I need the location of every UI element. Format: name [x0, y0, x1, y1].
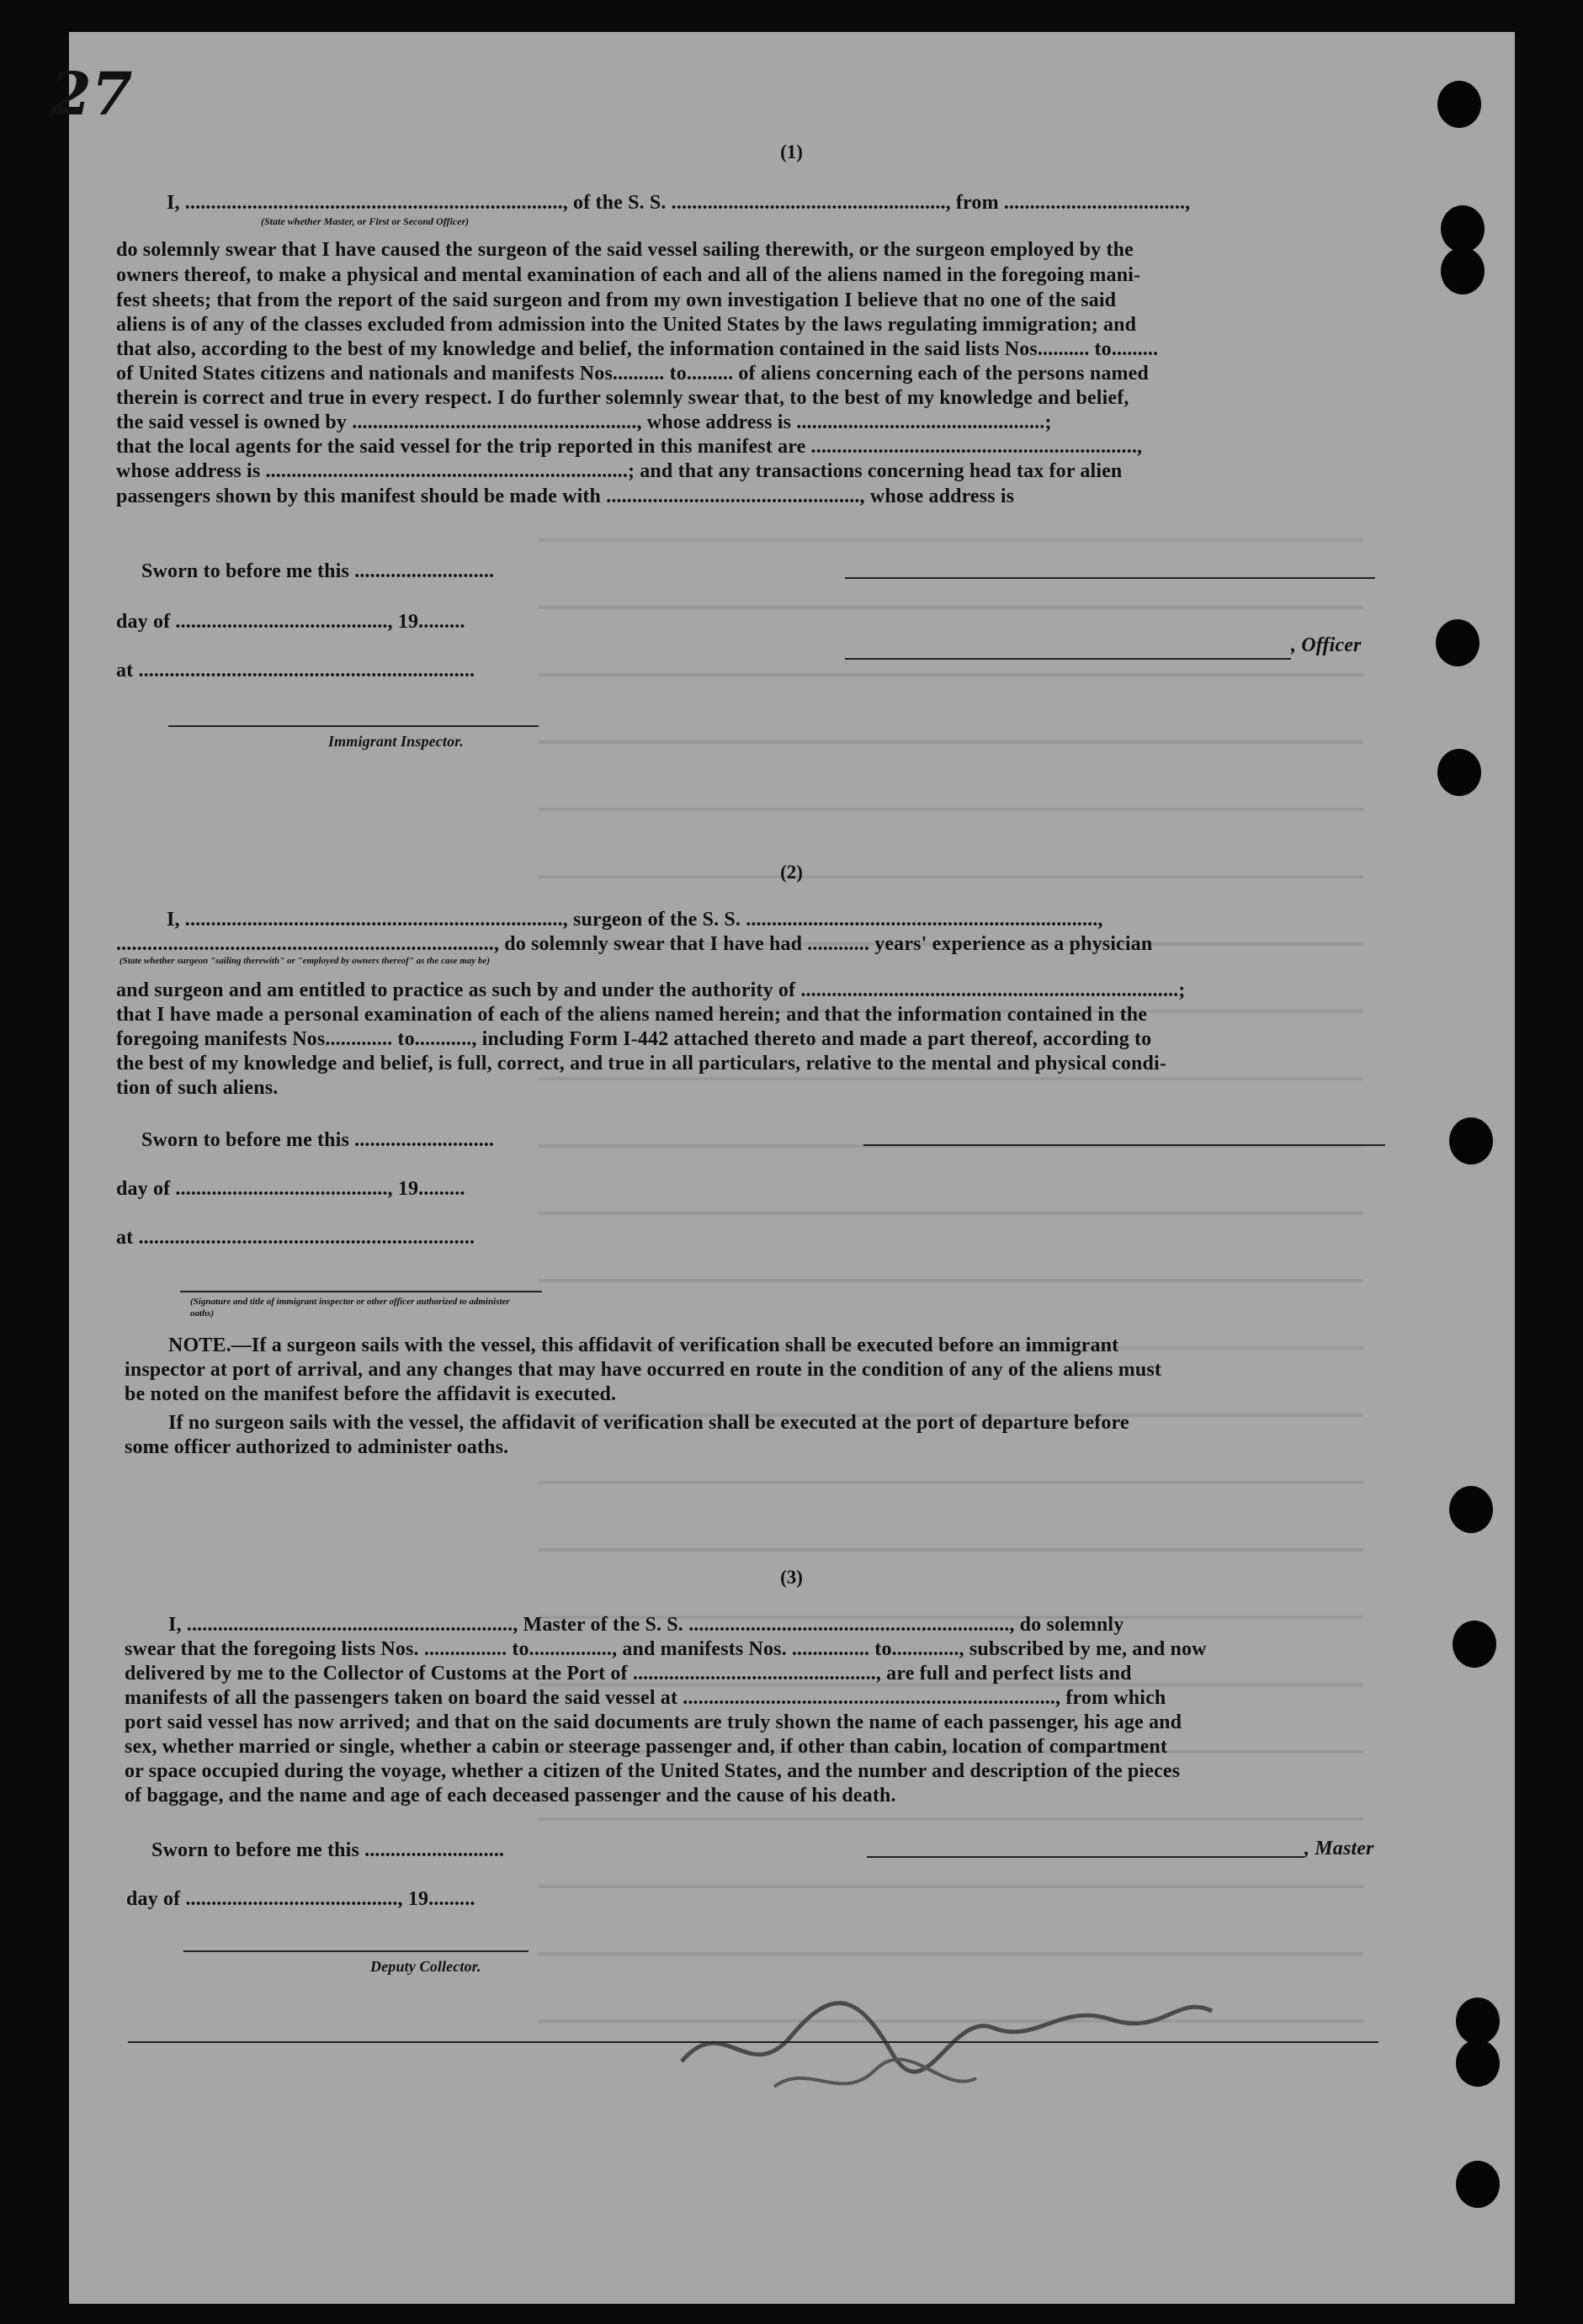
section1-line: fest sheets; that from the report of the said surgeon and from my own investigation I believe that no one of the said — [116, 289, 1117, 311]
punch-hole — [1456, 1998, 1500, 2045]
note-line: inspector at port of arrival, and any changes that may have occurred en route in the condition of any of the aliens must — [125, 1359, 1161, 1381]
section3-line: manifests of all the passengers taken on board the said vessel at ........................................................................, from which — [125, 1687, 1166, 1709]
note-text: —If a surgeon sails with the vessel, this affidavit of verification shall be executed before an immigrant — [231, 1334, 1119, 1356]
section1-line: that also, according to the best of my knowledge and belief, the information contained in the said lists Nos.......... to......... — [116, 338, 1159, 360]
section1-line: passengers shown by this manifest should be made with ................................................., whose address is — [116, 485, 1015, 507]
punch-hole — [1453, 1621, 1496, 1668]
collector-signature-line — [183, 1950, 529, 1952]
master-label: , Master — [1304, 1838, 1374, 1860]
section3-line: or space occupied during the voyage, whether a citizen of the United States, and the number and description of the pieces — [125, 1760, 1181, 1782]
punch-hole — [1456, 2161, 1500, 2208]
punch-hole — [1449, 1117, 1493, 1165]
section2-sworn: Sworn to before me this ........................... — [141, 1129, 495, 1151]
master-signature-line — [867, 1856, 1304, 1858]
section3-line: sex, whether married or single, whether a cabin or steerage passenger and, if other than cabin, location of compartment — [125, 1736, 1168, 1758]
section2-line: the best of my knowledge and belief, is full, correct, and true in all particulars, relative to the mental and physical condi- — [116, 1053, 1166, 1074]
section3-line: port said vessel has now arrived; and that on the said documents are truly shown the name of each passenger, his age and — [125, 1711, 1182, 1733]
section3-line: delivered by me to the Collector of Customs at the Port of ..............................................., are full and perfect lists and — [125, 1663, 1132, 1685]
section1-line: aliens is of any of the classes excluded from admission into the United States by the laws regulating immigration; and — [116, 314, 1137, 336]
punch-hole — [1437, 749, 1481, 796]
punch-hole — [1436, 619, 1479, 666]
note-line: If no surgeon sails with the vessel, the affidavit of verification shall be executed at the port of departure before — [168, 1412, 1129, 1434]
surgeon-signature-line — [863, 1144, 1385, 1146]
section3-line: of baggage, and the name and age of each deceased passenger and the cause of his death. — [125, 1785, 896, 1807]
note-label: NOTE. — [168, 1334, 231, 1356]
collector-caption: Deputy Collector. — [370, 1958, 481, 1975]
punch-hole — [1456, 2040, 1500, 2087]
punch-hole — [1441, 205, 1485, 252]
section1-day: day of ........................................., 19......... — [116, 611, 465, 633]
inspector-caption: Immigrant Inspector. — [328, 733, 465, 750]
section2-line: I, ........................................................................., surgeon of the S. S. ...................................................................., — [167, 909, 1103, 931]
punch-hole — [1449, 1486, 1493, 1533]
section1-sworn: Sworn to before me this ........................... — [141, 560, 495, 582]
officer-label: , Officer — [1291, 634, 1362, 656]
section1-line: do solemnly swear that I have caused the surgeon of the said vessel sailing therewith, or the surgeon employed by the — [116, 239, 1134, 261]
handwritten-signature — [673, 1961, 1229, 2112]
section3-line: swear that the foregoing lists Nos. ................ to................, and manifests Nos. ............... to............., subscribed by me, and now — [125, 1638, 1207, 1660]
section2-heading: (2) — [780, 862, 803, 883]
section3-sworn: Sworn to before me this ........................... — [151, 1839, 505, 1861]
section2-line: that I have made a personal examination of each of the aliens named herein; and that the information contained in the — [116, 1004, 1148, 1026]
section1-line: of United States citizens and nationals and manifests Nos.......... to......... of aliens concerning each of the persons named — [116, 363, 1149, 385]
section3-heading: (3) — [780, 1567, 803, 1588]
section1-at: at ................................................................. — [116, 660, 475, 682]
section1-line: the said vessel is owned by ......................................................., whose address is ................................................; — [116, 411, 1052, 433]
section1-line: therein is correct and true in every respect. I do further solemnly swear that, to the best of my knowledge and belief, — [116, 387, 1129, 409]
section2-line: tion of such aliens. — [116, 1077, 279, 1099]
section3-day: day of ........................................., 19......... — [126, 1888, 475, 1910]
section1-line: owners thereof, to make a physical and mental examination of each and all of the aliens named in the foregoing mani- — [116, 264, 1141, 286]
section1-line: whose address is ......................................................................; and that any transactions concerning head tax for alien — [116, 460, 1123, 482]
officer-name-line — [845, 658, 1291, 660]
note-line: be noted on the manifest before the affidavit is executed. — [125, 1383, 617, 1405]
section2-line: ........................................................................., do solemnly swear that I have had ............ years' experience as a physician — [116, 933, 1153, 955]
section2-line: foregoing manifests Nos............. to..........., including Form I-442 attached thereto and made a part thereof, according to — [116, 1028, 1152, 1050]
signature-caption: (Signature and title of immigrant inspector or other officer authorized to administer oaths) — [190, 1297, 510, 1319]
section2-line: and surgeon and am entitled to practice as such by and under the authority of .........................................................................; — [116, 979, 1186, 1001]
section1-heading: (1) — [780, 141, 803, 162]
punch-hole — [1441, 247, 1485, 294]
punch-hole — [1437, 81, 1481, 128]
master-caption: (State whether Master, or First or Second Officer) — [261, 215, 470, 227]
corner-page-number: 27 — [50, 59, 133, 129]
note-line — [168, 1333, 1118, 1358]
section3-line: I, ..............................................................., Master of the S. S. .............................................................., do solemnly — [168, 1614, 1124, 1636]
note-line: some officer authorized to administer oaths. — [125, 1436, 509, 1458]
section1-line: I, ........................................................................., of the S. S. ....................................................., from ..................................., — [167, 192, 1191, 214]
bottom-rule — [128, 2041, 1378, 2043]
bleed-through-texture — [539, 505, 1363, 2061]
inspector-signature-line — [168, 725, 539, 727]
officer-signature-line — [845, 577, 1375, 579]
section2-day: day of ........................................., 19......... — [116, 1178, 465, 1200]
surgeon-caption: (State whether surgeon "sailing therewith" or "employed by owners thereof" as the case may be) — [120, 956, 490, 966]
administering-officer-line — [180, 1291, 542, 1292]
section2-at: at ................................................................. — [116, 1227, 475, 1249]
section1-line: that the local agents for the said vessel for the trip reported in this manifest are ..............................................................., — [116, 436, 1143, 458]
